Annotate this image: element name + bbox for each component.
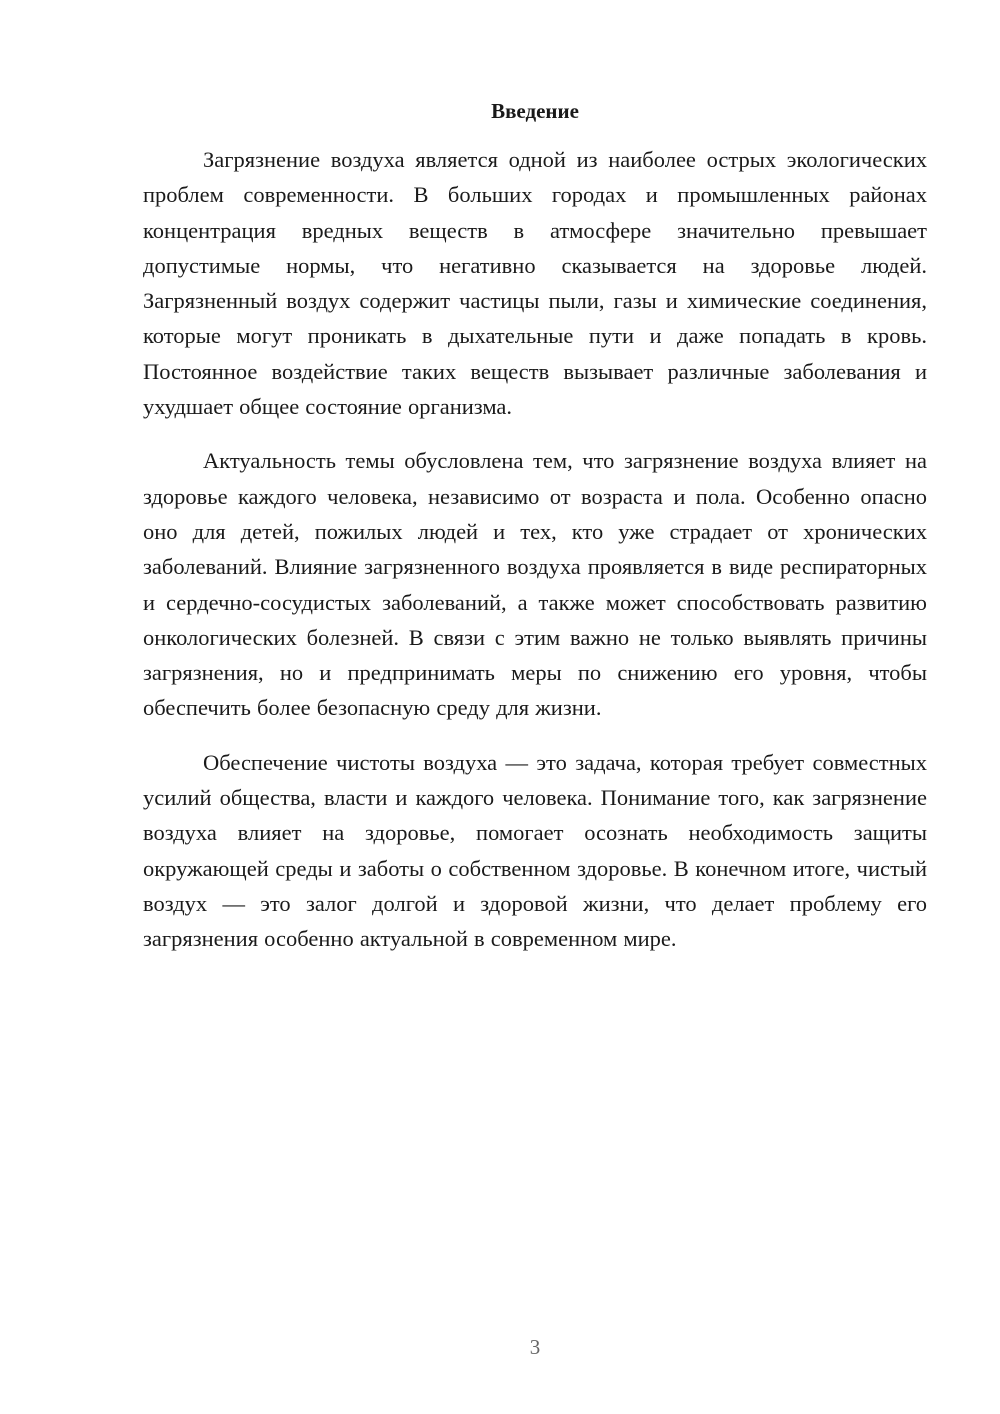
paragraph-conclusion: Обеспечение чистоты воздуха — это задача, которая требует совместных усилий общества, власти и каждого человека. Понимание того, как загрязнение воздуха влияет на здоровье, помогает осознать необходимость защиты окружающей среды и заботы о собственном здоровье. В конечном итоге, чистый воздух — это залог долгой и здоровой жизни, что делает проблему его загрязнения особенно актуальной в современном мире. <box>143 749 927 952</box>
body-text <box>143 142 927 976</box>
section-heading: Введение <box>491 99 579 123</box>
page-number: 3 <box>529 1335 541 1359</box>
paragraph-intro: Загрязнение воздуха является одной из наиболее острых экологических проблем современности. В больших городах и промышленных районах концентрация вредных веществ в атмосфере значительно превышает допустимые нормы, что негативно сказывается на здоровье людей. Загрязненный воздух содержит частицы пыли, газы и химические соединения, которые могут проникать в дыхательные пути и даже попадать в кровь. Постоянное воздействие таких веществ вызывает различные заболевания и ухудшает общее состояние организма. <box>143 147 927 420</box>
paragraph-relevance: Актуальность темы обусловлена тем, что загрязнение воздуха влияет на здоровье каждого человека, независимо от возраста и пола. Особенно опасно оно для детей, пожилых людей и тех, кто уже страдает от хронических заболеваний. Влияние загрязненного воздуха проявляется в виде респираторных и сердечно-сосудистых заболеваний, а также может способствовать развитию онкологических болезней. В связи с этим важно не только выявлять причины загрязнения, но и предпринимать меры по снижению его уровня, чтобы обеспечить более безопасную среду для жизни. <box>143 448 927 721</box>
